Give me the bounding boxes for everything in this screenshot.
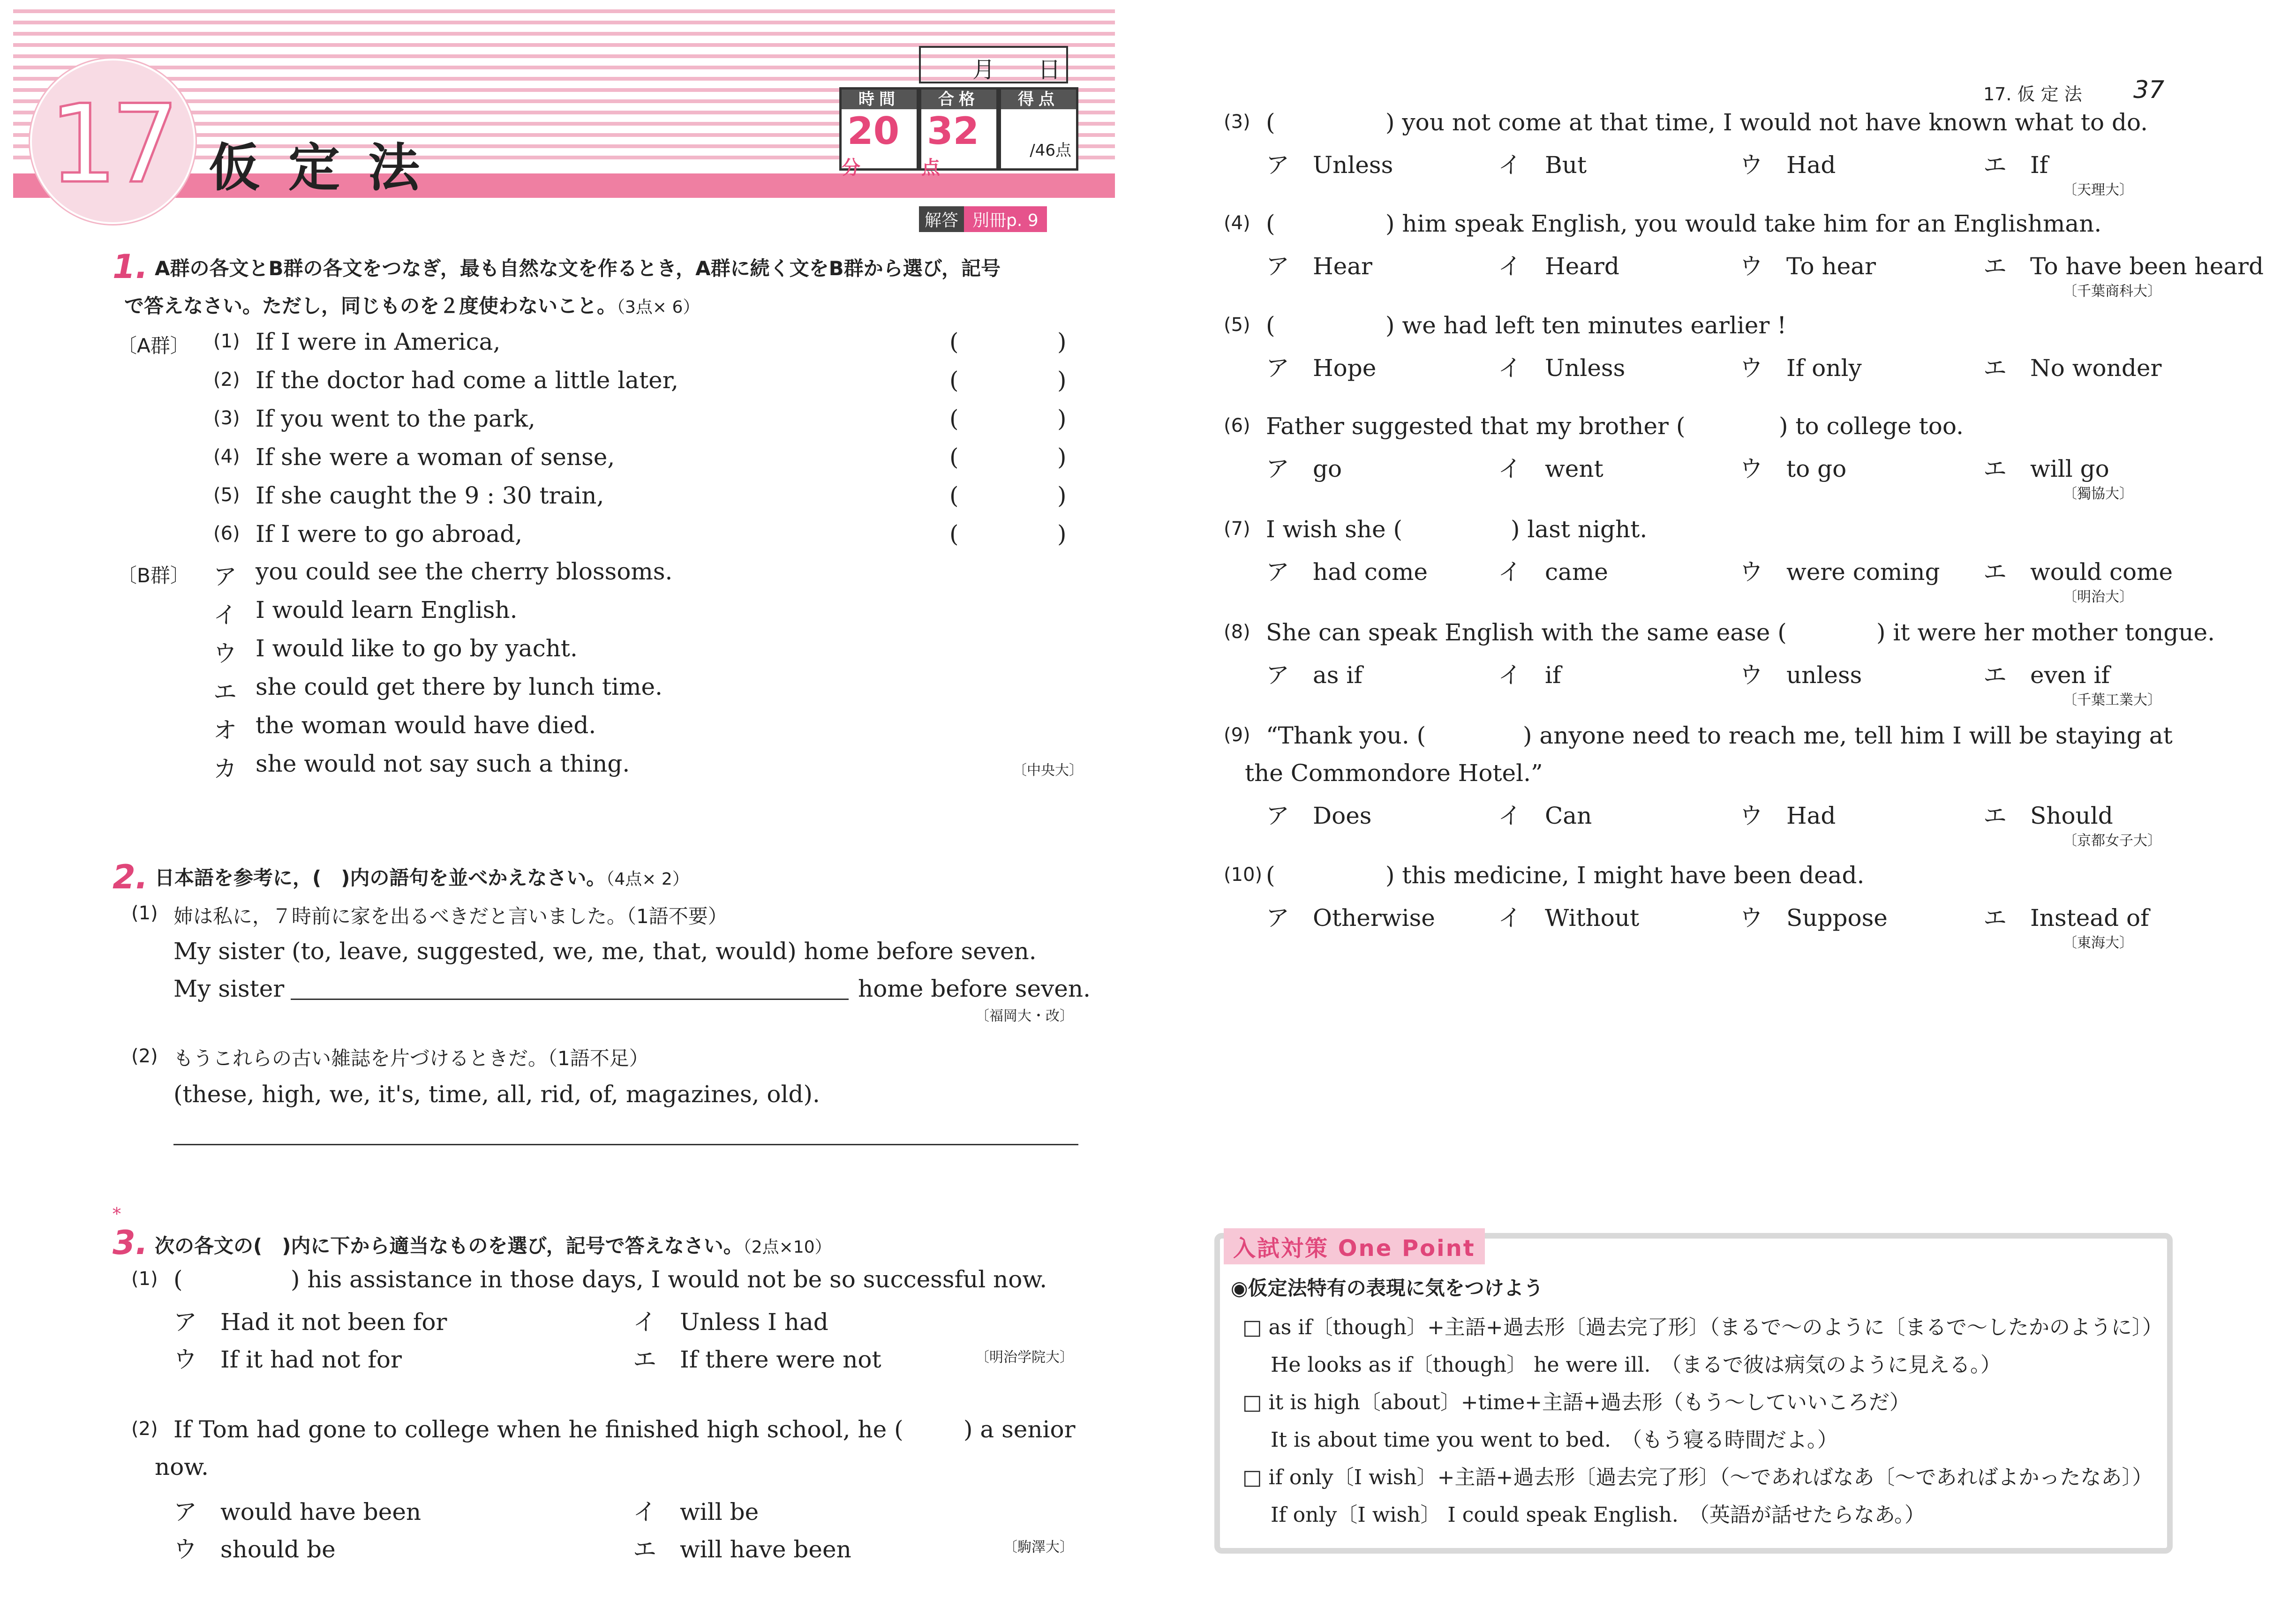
q3-item-option bbox=[1498, 797, 1592, 831]
option-text: Unless bbox=[1545, 354, 1626, 382]
running-head: 17. 仮 定 法 bbox=[1983, 84, 2082, 105]
option-key: ア bbox=[1266, 455, 1289, 482]
q2-points: （4点× 2） bbox=[606, 870, 689, 889]
time-label: 時間 bbox=[842, 90, 917, 109]
q3-item1-post: ) his assistance in those days, I would not be so successful now. bbox=[291, 1266, 1047, 1293]
option-text: Heard bbox=[1545, 253, 1619, 280]
q2-item2-index: (2) bbox=[131, 1045, 158, 1067]
option-text: Should bbox=[2030, 802, 2113, 829]
onepoint-title: 入試対策 One Point bbox=[1224, 1228, 1485, 1264]
group-b-text: I would like to go by yacht. bbox=[256, 635, 578, 662]
answer-paren-close: ) bbox=[1057, 405, 1067, 432]
answer-paren-open: ( bbox=[949, 405, 959, 432]
q1-instruction-1: A群の各文とB群の各文をつなぎ，最も自然な文を作るとき，A群に続く文をB群から選び，記号 bbox=[155, 257, 1001, 280]
q3-item-option bbox=[1739, 349, 1862, 383]
q3-item-index: (5) bbox=[1224, 314, 1250, 336]
onepoint-heading: ◉仮定法特有の表現に気をつけよう bbox=[1231, 1277, 1543, 1300]
q2-item1-answer-end: home before seven. bbox=[858, 975, 1091, 1002]
q3-points: （2点×10） bbox=[743, 1238, 832, 1257]
q1-number: 1. bbox=[113, 248, 148, 286]
q3-item1-source: 〔明治学院大〕 bbox=[975, 1349, 1074, 1366]
answer-paren-open: ( bbox=[949, 367, 959, 394]
q3-item1-option-b: イ Unless I had bbox=[633, 1308, 828, 1336]
option-key: ウ bbox=[1739, 253, 1763, 280]
answer-slot[interactable] bbox=[959, 328, 1053, 356]
q2-instruction-wrap bbox=[155, 863, 689, 891]
option-text: Instead of bbox=[2030, 904, 2149, 932]
q2-item1-japanese: 姉は私に，７時前に家を出るべきだと言いました。（1語不要） bbox=[173, 905, 728, 928]
answer-slot[interactable] bbox=[959, 520, 1053, 549]
group-a-text: If the doctor had come a little later, bbox=[256, 367, 679, 394]
q3-item-option bbox=[1983, 349, 2161, 383]
q3-item-source: 〔天理大〕 bbox=[2063, 182, 2133, 198]
q3-item-option bbox=[1266, 248, 1372, 281]
chapter-title: 仮定法 bbox=[209, 138, 448, 198]
group-b-text: the woman would have died. bbox=[256, 712, 596, 739]
q3-item-pre: She can speak English with the same ease ( bbox=[1266, 619, 1787, 646]
onepoint-row-3: □ it is high〔about〕+time+主語+過去形（もう～していいころだ） bbox=[1242, 1390, 1910, 1414]
q3-item-index: (3) bbox=[1224, 111, 1250, 133]
page-number: 37 bbox=[2133, 76, 2165, 104]
option-text: came bbox=[1545, 558, 1608, 586]
q3-item-option bbox=[1983, 899, 2149, 933]
group-b-text: you could see the cherry blossoms. bbox=[256, 558, 673, 585]
q3-number: 3. bbox=[113, 1224, 148, 1262]
score-box bbox=[999, 87, 1078, 171]
group-b-text: she would not say such a thing. bbox=[256, 750, 630, 777]
q3-item-option bbox=[1266, 656, 1363, 690]
q1-instruction-2: で答えなさい。ただし，同じものを２度使わないこと。 bbox=[124, 294, 617, 317]
q3-item-pre: “Thank you. ( bbox=[1266, 722, 1426, 749]
option-key: イ bbox=[1498, 253, 1521, 280]
option-text: went bbox=[1545, 455, 1603, 482]
q3-item-option bbox=[1498, 553, 1608, 587]
option-text: Without bbox=[1545, 904, 1640, 932]
group-b-text: she could get there by lunch time. bbox=[256, 673, 663, 700]
option-text: had come bbox=[1313, 558, 1428, 586]
group-a-text: If you went to the park, bbox=[256, 405, 535, 432]
option-text: If only bbox=[1786, 354, 1862, 382]
q3-item-option bbox=[1498, 248, 1619, 281]
answer-slot[interactable] bbox=[959, 482, 1053, 510]
option-text: To have been heard bbox=[2030, 253, 2264, 280]
option-key: イ bbox=[1498, 904, 1521, 932]
answer-paren-open: ( bbox=[949, 328, 959, 355]
q3-item-option bbox=[1983, 248, 2264, 281]
group-a-index: (6) bbox=[213, 523, 240, 544]
pass-label: 合格 bbox=[921, 90, 996, 109]
q2-instruction: 日本語を参考に，( )内の語句を並べかえなさい。 bbox=[155, 866, 606, 889]
q3-star: * bbox=[113, 1205, 121, 1224]
q2-number: 2. bbox=[113, 858, 148, 896]
q3-item-option bbox=[1739, 248, 1876, 281]
option-text: If bbox=[2030, 151, 2048, 179]
q3-item-index: (8) bbox=[1224, 621, 1250, 643]
group-a-index: (4) bbox=[213, 446, 240, 467]
q3-item-option bbox=[1266, 349, 1376, 383]
date-month: 月 bbox=[972, 57, 995, 83]
q3-item-post: ) it were her mother tongue. bbox=[1876, 619, 2215, 646]
group-a-index: (3) bbox=[213, 407, 240, 429]
q3-item2-option-c: ウ should be bbox=[173, 1536, 336, 1563]
answer-label: 解答 bbox=[919, 206, 964, 232]
q3-item2-option-d: エ will have been bbox=[633, 1536, 851, 1563]
option-text: Had bbox=[1786, 151, 1836, 179]
q3-item-option bbox=[1739, 656, 1862, 690]
q3-item-index: (7) bbox=[1224, 518, 1250, 540]
q3-item-pre: Father suggested that my brother ( bbox=[1266, 413, 1686, 440]
option-text: But bbox=[1545, 151, 1587, 179]
option-key: エ bbox=[1983, 661, 2007, 689]
q2-item1-source: 〔福岡大・改〕 bbox=[975, 1008, 1074, 1024]
q3-item-option bbox=[1983, 797, 2113, 831]
time-unit: 分 bbox=[842, 157, 860, 179]
group-b-index: イ bbox=[213, 601, 237, 629]
option-text: would come bbox=[2030, 558, 2173, 586]
q3-item-index: (4) bbox=[1224, 212, 1250, 234]
q3-item-post: ) last night. bbox=[1511, 516, 1648, 543]
option-key: ア bbox=[1266, 354, 1289, 382]
left-page bbox=[0, 0, 1125, 1623]
score-total: /46点 bbox=[1030, 141, 1071, 160]
option-key: イ bbox=[1498, 802, 1521, 829]
q2-item1-answer-start: My sister bbox=[173, 975, 285, 1002]
group-b-index: カ bbox=[213, 755, 237, 782]
onepoint-row-1: □ as if〔though〕+主語+過去形〔過去完了形〕（まるで～のように〔まるで～したかのように〕） bbox=[1242, 1315, 2163, 1339]
q2-item1-index: (1) bbox=[131, 902, 158, 924]
q3-item2-cont: now. bbox=[155, 1453, 209, 1480]
group-a-text: If she caught the 9 : 30 train, bbox=[256, 482, 604, 509]
q1-source: 〔中央大〕 bbox=[1013, 762, 1083, 779]
answer-slot[interactable] bbox=[959, 405, 1053, 433]
option-key: ウ bbox=[1739, 354, 1763, 382]
option-text: will go bbox=[2030, 455, 2109, 482]
onepoint-row-6: If only〔I wish〕 I could speak English. （英語が話せたらなあ。） bbox=[1271, 1503, 1926, 1527]
q3-item-post: ) him speak English, you would take him for an Englishman. bbox=[1385, 210, 2102, 237]
q3-item-post: ) this medicine, I might have been dead. bbox=[1385, 862, 1865, 889]
q3-item1-option-d: エ If there were not bbox=[633, 1346, 881, 1373]
time-box bbox=[839, 87, 919, 179]
answer-ref bbox=[919, 206, 1047, 230]
q3-item-source: 〔京都女子大〕 bbox=[2063, 833, 2161, 849]
answer-page: 別冊p. 9 bbox=[964, 206, 1047, 232]
option-text: Suppose bbox=[1786, 904, 1888, 932]
q1-instruction-2-wrap bbox=[124, 291, 700, 319]
option-key: ア bbox=[1266, 151, 1289, 179]
group-b-index: オ bbox=[213, 717, 237, 744]
option-text: to go bbox=[1786, 455, 1847, 482]
option-text: Had bbox=[1786, 802, 1836, 829]
q3-item-post: ) we had left ten minutes earlier ! bbox=[1385, 312, 1787, 339]
answer-paren-close: ) bbox=[1057, 367, 1067, 394]
pass-unit: 点 bbox=[921, 157, 940, 179]
option-key: エ bbox=[1983, 354, 2007, 382]
pass-value: 32 bbox=[927, 109, 979, 153]
q2-item2-answer-line[interactable] bbox=[173, 1144, 1078, 1145]
answer-paren-open: ( bbox=[949, 520, 959, 548]
onepoint-row-2: He looks as if〔though〕 he were ill. （まるで彼は病気のように見える。） bbox=[1271, 1353, 2002, 1377]
q3-item-option bbox=[1983, 450, 2109, 484]
q3-item-pre: ( bbox=[1266, 210, 1275, 237]
q3-item-option bbox=[1498, 146, 1587, 180]
q3-item1-option-c: ウ If it had not for bbox=[173, 1346, 402, 1373]
option-key: ウ bbox=[1739, 151, 1763, 179]
group-a-text: If she were a woman of sense, bbox=[256, 443, 615, 471]
group-b-index: エ bbox=[213, 678, 237, 706]
option-text: as if bbox=[1313, 661, 1363, 689]
q3-item1-index: (1) bbox=[131, 1268, 158, 1290]
option-key: ア bbox=[1266, 904, 1289, 932]
q3-item-post: ) anyone need to reach me, tell him I will be staying at bbox=[1523, 722, 2173, 749]
option-key: ウ bbox=[1739, 904, 1763, 932]
option-text: Can bbox=[1545, 802, 1592, 829]
q3-item-option bbox=[1266, 553, 1428, 587]
q3-item2-post: ) a senior bbox=[964, 1416, 1076, 1443]
group-b-text: I would learn English. bbox=[256, 596, 518, 624]
q3-item-source: 〔獨協大〕 bbox=[2063, 486, 2133, 502]
q3-item-option bbox=[1983, 553, 2173, 587]
group-a-label: 〔A群〕 bbox=[117, 334, 190, 357]
option-key: エ bbox=[1983, 904, 2007, 932]
option-text: Does bbox=[1313, 802, 1372, 829]
option-text: go bbox=[1313, 455, 1342, 482]
group-a-text: If I were in America, bbox=[256, 328, 501, 355]
answer-paren-close: ) bbox=[1057, 520, 1067, 548]
option-key: イ bbox=[1498, 661, 1521, 689]
q3-item2-source: 〔駒澤大〕 bbox=[1003, 1539, 1074, 1555]
q3-item-index: (6) bbox=[1224, 415, 1250, 436]
option-key: ウ bbox=[1739, 455, 1763, 482]
q1-points: （3点× 6） bbox=[617, 298, 700, 317]
q3-item-option bbox=[1739, 146, 1836, 180]
option-key: ウ bbox=[1739, 802, 1763, 829]
q3-item2-index: (2) bbox=[131, 1418, 158, 1440]
option-text: Hope bbox=[1313, 354, 1377, 382]
answer-paren-close: ) bbox=[1057, 482, 1067, 509]
answer-paren-open: ( bbox=[949, 482, 959, 509]
q3-item-option bbox=[1983, 656, 2110, 690]
q3-item-option bbox=[1983, 146, 2048, 180]
chapter-number: 17 bbox=[49, 82, 173, 207]
group-a-index: (2) bbox=[213, 369, 240, 391]
option-key: イ bbox=[1498, 558, 1521, 586]
option-key: エ bbox=[1983, 455, 2007, 482]
group-b-label: 〔B群〕 bbox=[117, 564, 190, 587]
option-text: even if bbox=[2030, 661, 2110, 689]
option-key: ア bbox=[1266, 253, 1289, 280]
q3-item-index: (9) bbox=[1224, 724, 1250, 746]
option-key: ア bbox=[1266, 802, 1289, 829]
q3-item1-option-a: ア Had it not been for bbox=[173, 1308, 447, 1336]
q3-item-post: ) you not come at that time, I would not have known what to do. bbox=[1385, 109, 2148, 136]
q3-item-option bbox=[1739, 450, 1846, 484]
onepoint-row-4: It is about time you went to bed. （もう寝る時間だよ。） bbox=[1271, 1428, 1838, 1452]
option-key: ア bbox=[1266, 661, 1289, 689]
q3-item-source: 〔東海大〕 bbox=[2063, 935, 2133, 951]
group-b-index: ア bbox=[213, 563, 237, 590]
option-text: To hear bbox=[1786, 253, 1876, 280]
q3-item-option bbox=[1498, 899, 1639, 933]
answer-paren-close: ) bbox=[1057, 328, 1067, 355]
q3-item-option bbox=[1739, 553, 1940, 587]
q3-item2-option-b: イ will be bbox=[633, 1498, 759, 1525]
q3-item-pre: ( bbox=[1266, 109, 1275, 136]
q3-item-post: ) to college too. bbox=[1779, 413, 1964, 440]
option-text: were coming bbox=[1786, 558, 1940, 586]
option-text: if bbox=[1545, 661, 1561, 689]
option-key: エ bbox=[1983, 151, 2007, 179]
option-key: ウ bbox=[1739, 558, 1763, 586]
option-key: エ bbox=[1983, 802, 2007, 829]
q3-item-option bbox=[1266, 450, 1342, 484]
q3-item2-pre: If Tom had gone to college when he finished high school, he ( bbox=[173, 1416, 903, 1443]
q3-item-cont: the Commondore Hotel.” bbox=[1245, 759, 1543, 787]
q3-item-index: (10) bbox=[1224, 864, 1263, 886]
q3-item-source: 〔明治大〕 bbox=[2063, 589, 2133, 605]
q3-item-option bbox=[1498, 656, 1561, 690]
option-key: エ bbox=[1983, 253, 2007, 280]
group-a-index: (1) bbox=[213, 331, 240, 352]
group-b-index: ウ bbox=[213, 640, 237, 667]
option-key: イ bbox=[1498, 151, 1521, 179]
option-text: Unless bbox=[1313, 151, 1393, 179]
q3-item-option bbox=[1498, 450, 1603, 484]
q3-item-pre: ( bbox=[1266, 312, 1275, 339]
answer-slot[interactable] bbox=[959, 367, 1053, 395]
q3-instruction-wrap bbox=[155, 1231, 832, 1259]
option-text: Otherwise bbox=[1313, 904, 1435, 932]
option-text: unless bbox=[1786, 661, 1862, 689]
answer-paren-close: ) bbox=[1057, 443, 1067, 471]
score-label: 得点 bbox=[1001, 90, 1076, 109]
answer-slot[interactable] bbox=[959, 443, 1053, 472]
group-a-index: (5) bbox=[213, 484, 240, 506]
group-a-text: If I were to go abroad, bbox=[256, 520, 523, 548]
option-key: ア bbox=[1266, 558, 1289, 586]
date-day: 日 bbox=[1038, 57, 1061, 83]
q3-item-pre: I wish she ( bbox=[1266, 516, 1403, 543]
time-value: 20 bbox=[847, 109, 900, 153]
q3-item-option bbox=[1266, 797, 1371, 831]
q3-item-source: 〔千葉工業大〕 bbox=[2063, 692, 2161, 708]
option-key: エ bbox=[1983, 558, 2007, 586]
q2-item1-english: My sister (to, leave, suggested, we, me, that, would) home before seven. bbox=[173, 938, 1037, 965]
q2-item2-english: (these, high, we, it's, time, all, rid, of, magazines, old). bbox=[173, 1081, 820, 1108]
q3-item-pre: ( bbox=[1266, 862, 1275, 889]
answer-paren-open: ( bbox=[949, 443, 959, 471]
q3-item2-option-a: ア would have been bbox=[173, 1498, 422, 1525]
q3-item-option bbox=[1498, 349, 1625, 383]
q2-item1-answer-line[interactable] bbox=[291, 999, 849, 1000]
q2-item2-japanese: もうこれらの古い雑誌を片づけるときだ。（1語不足） bbox=[173, 1047, 649, 1070]
option-key: イ bbox=[1498, 354, 1521, 382]
onepoint-row-5: □ if only〔I wish〕+主語+過去形〔過去完了形〕（～であればなあ〔～であればよかったなあ〕） bbox=[1242, 1465, 2153, 1489]
option-key: イ bbox=[1498, 455, 1521, 482]
option-key: ウ bbox=[1739, 661, 1763, 689]
option-text: No wonder bbox=[2030, 354, 2162, 382]
date-box bbox=[919, 46, 1068, 83]
q3-instruction: 次の各文の( )内に下から適当なものを選び，記号で答えなさい。 bbox=[155, 1234, 743, 1257]
option-text: Hear bbox=[1313, 253, 1372, 280]
q3-item-option bbox=[1739, 899, 1888, 933]
q3-item-option bbox=[1739, 797, 1836, 831]
pass-box bbox=[919, 87, 999, 179]
q3-item-option bbox=[1266, 146, 1393, 180]
q3-item1-pre: ( bbox=[173, 1266, 183, 1293]
q3-item-option bbox=[1266, 899, 1435, 933]
q3-item-source: 〔千葉商科大〕 bbox=[2063, 283, 2161, 300]
